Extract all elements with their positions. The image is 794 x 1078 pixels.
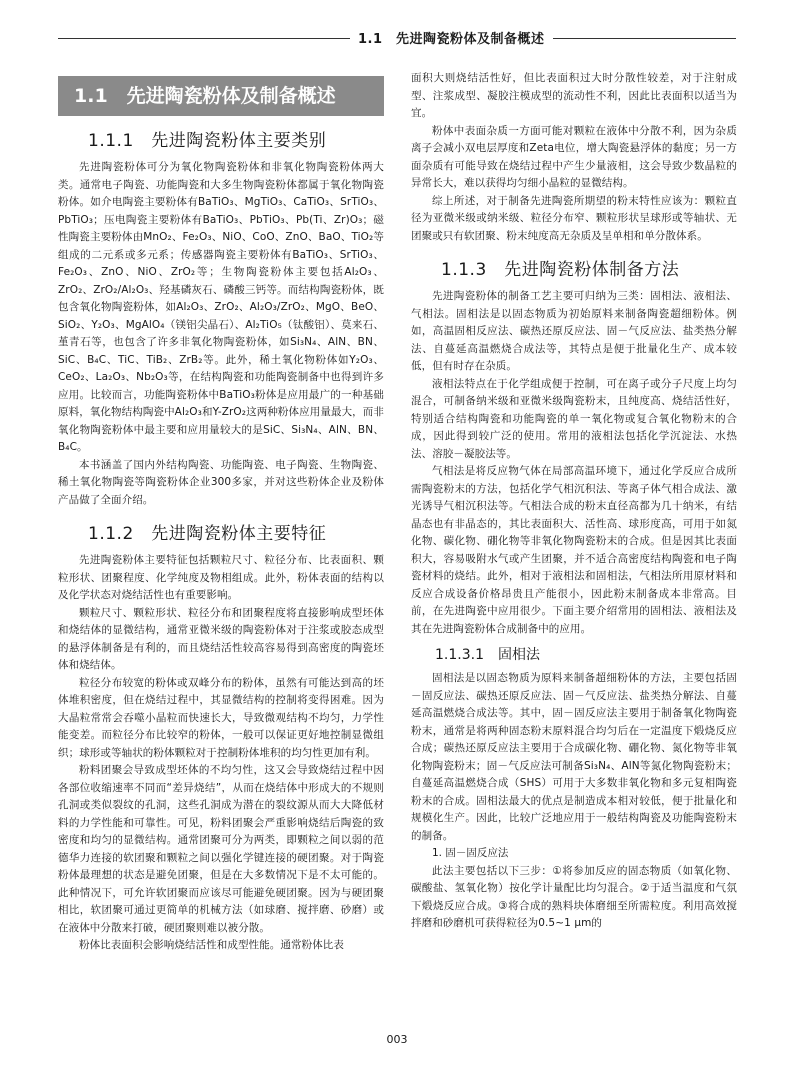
paragraph: 固相法是以固态物质为原料来制备超细粉体的方法，主要包括固－固反应法、碳热还原反应法、固－气反应法、盐类热分解法、自蔓延高温燃烧合成法等。其中，固－固反应法主要用于制备氧化物陶瓷粉末，通常是将两种固态粉末原料混合均匀后在一定温度下煅烧反应合成；碳热还原反应法主要用于合成碳化物、硼化物、氮化物等非氧化物陶瓷粉末；固－气反应法可制备Si₃N₄、AlN等氮化物陶瓷粉末；自蔓延高温燃烧合成（SHS）可用于大多数非氧化物和多元复相陶瓷粉末的合成。固相法最大的优点是制造成本相对较低，便于批量化和规模化生产。因此，比较广泛地应用于一般结构陶瓷及功能陶瓷粉末的制备。 bbox=[411, 672, 737, 842]
left-column bbox=[58, 76, 384, 955]
running-header bbox=[58, 26, 736, 50]
paragraph: 粉料团聚会导致成型坯体的不均匀性，这又会导致烧结过程中因各部位收缩速率不同而“差异烧结”，从而在烧结体中形成大的不规则孔洞或类似裂纹的孔洞，这些孔洞成为潜在的裂纹源从而大大降低材料的力学性能和可靠性。可见，粉料团聚会严重影响烧结后陶瓷的致密度和均匀的显微结构。通常团聚可分为两类，即颗粒之间以弱的范德华力连接的软团聚和颗粒之间以强化学键连接的硬团聚。对于陶瓷粉体最理想的状态是避免团聚，但是在大多数情况下是不太可能的。此种情况下，可允许软团聚而应该尽可能避免硬团聚。因为与硬团聚相比，软团聚可通过更简单的机械方法（如球磨、搅拌磨、砂磨）或在液体中分散来打破，硬团聚则难以被分散。 bbox=[58, 764, 384, 934]
paragraph: 液相法特点在于化学组成便于控制，可在离子或分子尺度上均匀混合，可制备纳米级和亚微米级陶瓷粉末，且纯度高、烧结活性好，特别适合结构陶瓷和功能陶瓷的单一氧化物或复合氧化物粉末的合成，因此得到较广泛的使用。常用的液相法包括化学沉淀法、水热法、溶胶－凝胶法等。 bbox=[411, 377, 737, 460]
right-column bbox=[411, 70, 737, 933]
item-heading: 1. 固－固反应法 bbox=[432, 847, 509, 859]
paragraph: 此法主要包括以下三步：①将参加反应的固态物质（如氧化物、碳酸盐、氢氧化物）按化学计量配比均匀混合。②于适当温度和气氛下煅烧反应合成。③将合成的熟料块体磨细至所需粒度。利用高效搅拌磨和砂磨机可获得粒径为0.5~1 μm的 bbox=[411, 864, 737, 929]
paragraph: 气相法是将反应物气体在局部高温环境下，通过化学反应合成所需陶瓷粉末的方法，包括化学气相沉积法、等离子体气相合成法、激光诱导气相沉积法等。气相法合成的粉末直径高都为几十纳米，有结晶态也有非晶态的，其比表面积大、活性高、球形度高，可用于如氮化物、碳化物、硼化物等非氧化物陶瓷粉末的合成。但是因其比表面积大，容易吸附水气或产生团聚，并不适合高密度结构陶瓷和电子陶瓷材料的烧结。此外，相对于液相法和固相法，气相法所用原材料和反应合成设备价格昂贵且产能很小，因此粉末制备成本非常高。目前，在先进陶瓷中应用很少。下面主要介绍常用的固相法、液相法及其在先进陶瓷粉体合成制备中的应用。 bbox=[411, 465, 737, 635]
subsection-title-1-1-3: 1.1.3 先进陶瓷粉体制备方法 bbox=[441, 260, 680, 280]
paragraph: 粉体中表面杂质一方面可能对颗粒在液体中分散不利，因为杂质离子会减小双电层厚度和Zeta电位，增大陶瓷悬浮体的黏度；另一方面杂质有可能导致在烧结过程中产生少量液相，这会导致少数晶粒的异常长大，难以获得均匀细小晶粒的显微结构。 bbox=[411, 124, 737, 189]
subsection-title-1-1-2: 1.1.2 先进陶瓷粉体主要特征 bbox=[88, 524, 327, 544]
paragraph-continued: 面积大则烧结活性好，但比表面积过大时分散性较差，对于注射成型、注浆成型、凝胶注模成型的流动性不利，因此比表面积以适当为宜。 bbox=[411, 72, 737, 119]
paragraph: 本书涵盖了国内外结构陶瓷、功能陶瓷、电子陶瓷、生物陶瓷、稀土氧化物陶瓷等陶瓷粉体企业300多家，并对这些粉体企业及粉体产品做了全面介绍。 bbox=[58, 458, 384, 506]
subsubsection-title-1-1-3-1: 1.1.3.1 固相法 bbox=[435, 647, 540, 663]
header-title: 1.1 先进陶瓷粉体及制备概述 bbox=[350, 28, 553, 47]
paragraph: 先进陶瓷粉体主要特征包括颗粒尺寸、粒径分布、比表面积、颗粒形状、团聚程度、化学纯度及物相组成。此外，粉体表面的结构以及化学状态对烧结活性也有重要影响。 bbox=[58, 554, 384, 601]
section-banner: 1.1 先进陶瓷粉体及制备概述 bbox=[58, 76, 384, 116]
subsection-title-1-1-1: 1.1.1 先进陶瓷粉体主要类别 bbox=[88, 131, 327, 151]
paragraph: 先进陶瓷粉体可分为氧化物陶瓷粉体和非氧化物陶瓷粉体两大类。通常电子陶瓷、功能陶瓷和大多生物陶瓷粉体都属于氧化物陶瓷粉体。如介电陶瓷主要粉体有BaTiO₃、MgTiO₃、CaTiO₃、SrTiO₃、PbTiO₃；压电陶瓷主要粉体有BaTiO₃、PbTiO₃、Pb(Ti、Zr)O₃；磁性陶瓷主要粉体由MnO₂、Fe₂O₃、NiO、CoO、ZnO、BaO、TiO₂等组成的二元系或多元系；传感器陶瓷主要粉体有BaTiO₃、SrTiO₃、Fe₂O₃、ZnO、NiO、ZrO₂等；生物陶瓷粉体主要包括Al₂O₃、ZrO₂、ZrO₂/Al₂O₃、羟基磷灰石、磷酸三钙等。而结构陶瓷粉体，既包含氧化物陶瓷粉体，如Al₂O₃、ZrO₂、Al₂O₃/ZrO₂、MgO、BeO、SiO₂、Y₂O₃、MgAlO₄（镁铝尖晶石）、Al₂TiO₅（钛酸铝）、莫来石、堇青石等，也包含了许多非氧化物陶瓷粉体，如Si₃N₄、AlN、BN、SiC、B₄C、TiC、TiB₂、ZrB₂等。此外，稀土氧化物粉体如Y₂O₃、CeO₂、La₂O₃、Nb₂O₃等，在结构陶瓷和功能陶瓷制备中也得到许多应用。比较而言，功能陶瓷粉体中BaTiO₃粉体是应用最广的一种基础原料，氧化物结构陶瓷中Al₂O₃和Y-ZrO₂这两种粉体应用量最大，而非氧化物陶瓷粉体中最主要和应用量较大的是SiC、Si₃N₄、AlN、BN、B₄C。 bbox=[58, 161, 384, 453]
paragraph: 综上所述，对于制备先进陶瓷所期望的粉末特性应该为：颗粒直径为亚微米级或纳米级、粒径分布窄、颗粒形状呈球形或等轴状、无团聚或只有软团聚、粉末纯度高无杂质及呈单相和单分散体系。 bbox=[411, 194, 737, 242]
page-number: 003 bbox=[386, 1033, 408, 1046]
paragraph: 颗粒尺寸、颗粒形状、粒径分布和团聚程度将直接影响成型坯体和烧结体的显微结构，通常亚微米级的陶瓷粉体对于注浆或胶态成型的悬浮体制备是有利的，而且烧结活性较高容易得到高密度的陶瓷坯体和烧结体。 bbox=[58, 606, 384, 671]
paragraph: 粒径分布较宽的粉体或双峰分布的粉体，虽然有可能达到高的坯体堆积密度，但在烧结过程中，其显微结构的控制将变得困难。因为大晶粒常常会吞噬小晶粒而快速长大，导致微观结构不均匀，力学性能变差。而粒径分布比较窄的粉体，一般可以保证更好地控制显微组织；球形或等轴状的粉体颗粒对于控制粉体堆积的均匀性更加有利。 bbox=[58, 676, 384, 759]
paragraph: 粉体比表面积会影响烧结活性和成型性能。通常粉体比表 bbox=[79, 939, 344, 951]
paragraph: 先进陶瓷粉体的制备工艺主要可归纳为三类：固相法、液相法、气相法。固相法是以固态物质为初始原料来制备陶瓷超细粉体。例如，高温固相反应法、碳热还原反应法、固－气反应法、盐类热分解法、自蔓延高温燃烧合成法等，其特点是便于批量化生产、成本较低，但有时存在杂质。 bbox=[411, 290, 737, 372]
